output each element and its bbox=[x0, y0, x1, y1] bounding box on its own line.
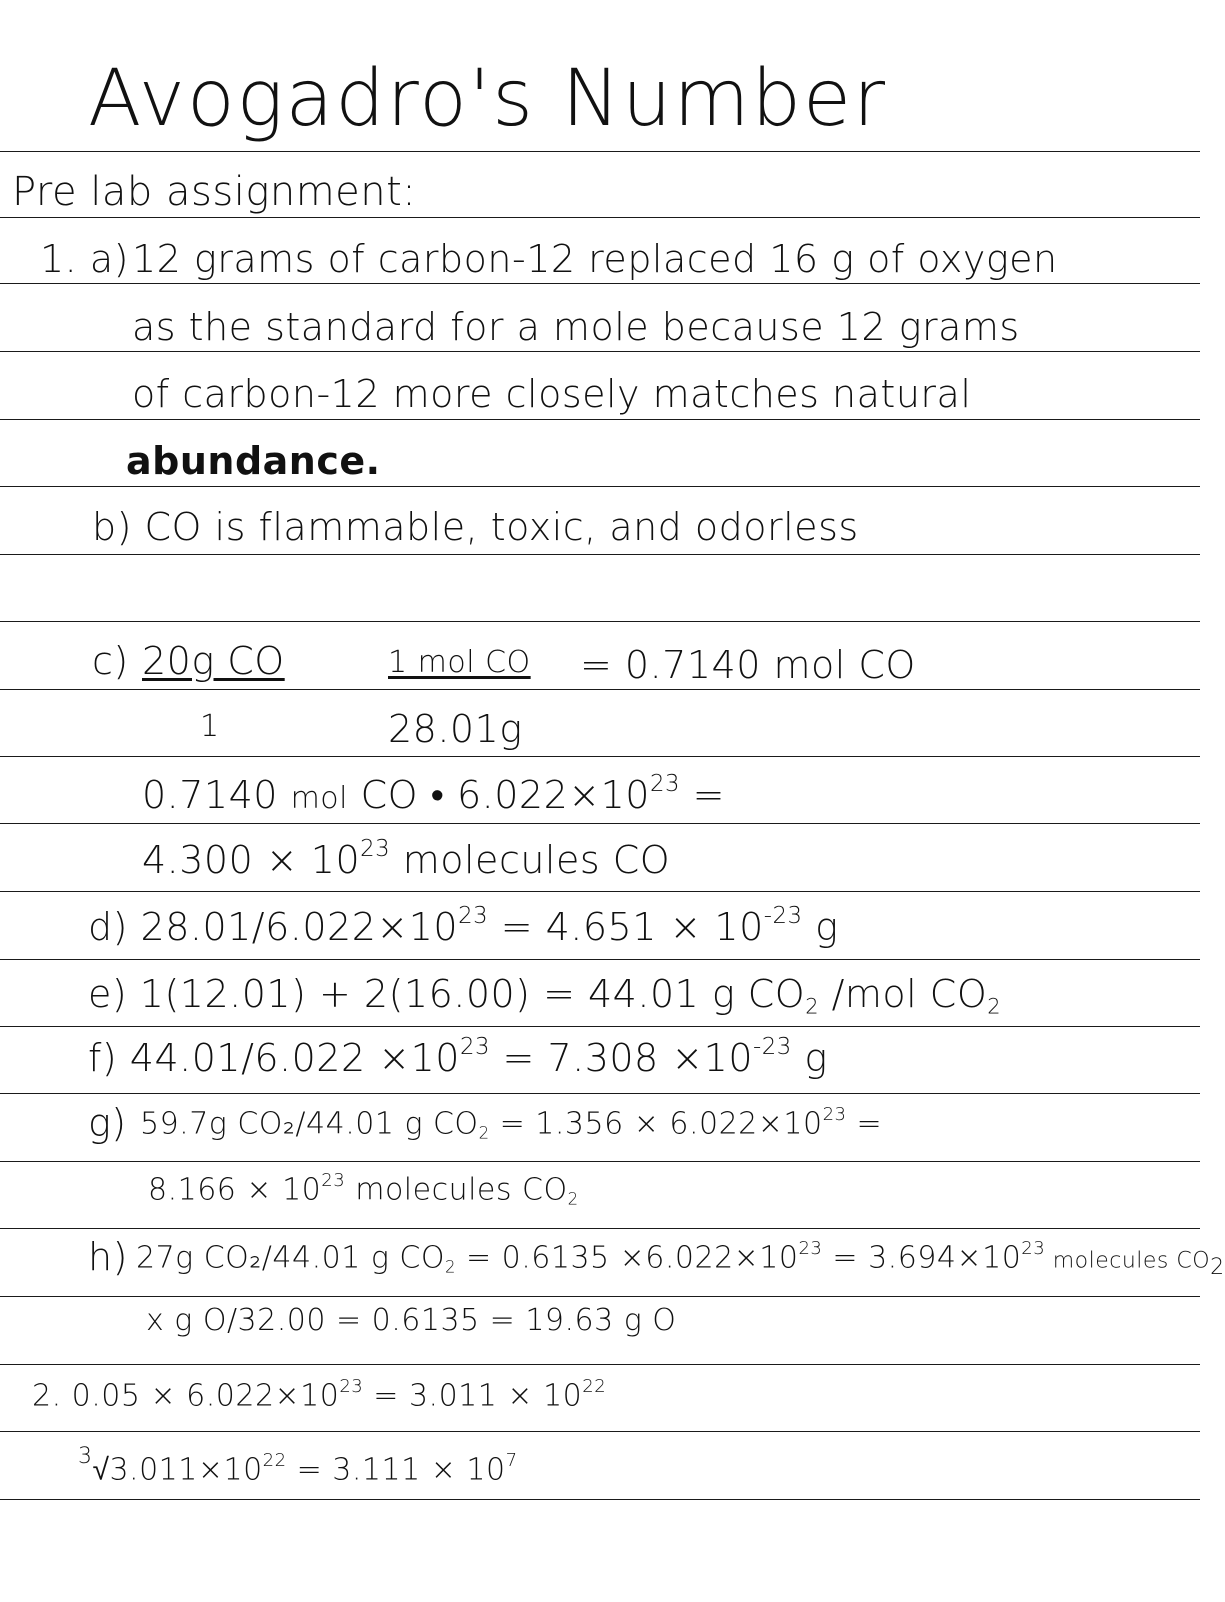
question-1c-label: c) bbox=[92, 639, 129, 683]
ruled-line bbox=[0, 217, 1200, 218]
question-1h-label: h) bbox=[88, 1235, 128, 1279]
answer-2-line-2 bbox=[78, 1446, 518, 1486]
expression: e) 1(12.01) + 2(16.00) = 44.01 g CO bbox=[88, 972, 806, 1016]
subscript: 2 bbox=[444, 1257, 456, 1277]
ruled-line bbox=[0, 419, 1200, 420]
answer-1a-line-3: of carbon-12 more closely matches natural bbox=[132, 372, 972, 416]
ruled-line bbox=[0, 351, 1200, 352]
exponent: 23 bbox=[1021, 1238, 1046, 1259]
ruled-line bbox=[0, 959, 1200, 960]
exponent: 23 bbox=[822, 1104, 847, 1125]
subscript: 2 bbox=[805, 994, 819, 1019]
result: = 3.011 × 10 bbox=[363, 1378, 583, 1414]
root-index: 3 bbox=[78, 1444, 93, 1469]
conversion-numerator: 1 mol CO bbox=[388, 645, 531, 680]
result: = 0.6135 ×6.022×10 bbox=[455, 1240, 799, 1276]
result: = 4.651 × 10 bbox=[488, 905, 764, 950]
page-title: Avogadro's Number bbox=[88, 54, 888, 144]
answer-1h-line-1 bbox=[136, 1240, 1225, 1279]
ruled-line bbox=[0, 1431, 1200, 1432]
ruled-line bbox=[0, 283, 1200, 284]
equals: = bbox=[679, 773, 725, 818]
result: /32.00 = 0.6135 = 19.63 g O bbox=[226, 1303, 677, 1338]
answer-1a-line-4: abundance. bbox=[126, 439, 381, 483]
subscript: 2 bbox=[1210, 1255, 1225, 1281]
ruled-line bbox=[0, 151, 1200, 152]
expression: x g O bbox=[146, 1303, 227, 1338]
exponent: 23 bbox=[458, 903, 489, 929]
answer-1g-line-1 bbox=[140, 1106, 882, 1142]
subscript: 2 bbox=[987, 994, 1002, 1019]
exponent: 23 bbox=[649, 771, 680, 797]
answer-2-line-1 bbox=[32, 1378, 606, 1412]
exponent: 23 bbox=[459, 1034, 490, 1060]
ruled-line bbox=[0, 1026, 1200, 1027]
ruled-line bbox=[0, 689, 1200, 690]
exponent: 23 bbox=[798, 1238, 823, 1259]
result: = 1.356 × 6.022×10 bbox=[489, 1106, 823, 1142]
answer-1b: b) CO is flammable, toxic, and odorless bbox=[92, 505, 859, 549]
exponent: 23 bbox=[321, 1170, 346, 1191]
question-1g-label: g) bbox=[88, 1101, 127, 1145]
exponent: -23 bbox=[753, 1034, 792, 1060]
expression: 27g CO₂/44.01 g CO bbox=[136, 1240, 445, 1276]
ruled-line bbox=[0, 1161, 1200, 1162]
ruled-line bbox=[0, 756, 1200, 757]
ruled-line bbox=[0, 486, 1200, 487]
unit: g bbox=[791, 1036, 828, 1081]
answer-1c-line-4 bbox=[142, 836, 671, 883]
value: 0.7140 bbox=[142, 773, 278, 818]
unit-text: molecules CO bbox=[345, 1172, 568, 1208]
subscript: 2 bbox=[567, 1189, 579, 1209]
conversion-result: = 0.7140 mol CO bbox=[580, 643, 916, 687]
answer-1a-line-2: as the standard for a mole because 12 grams bbox=[132, 305, 1020, 349]
unit-text: /mol CO bbox=[819, 972, 988, 1016]
expression: √3.011×10 bbox=[92, 1452, 263, 1488]
answer-1h-line-2 bbox=[146, 1303, 677, 1338]
ruled-line bbox=[0, 1499, 1200, 1500]
expression: CO • 6.022×10 bbox=[360, 773, 650, 818]
answer-1d bbox=[88, 903, 839, 950]
expression: 8.166 × 10 bbox=[148, 1172, 322, 1208]
result: = 3.111 × 10 bbox=[286, 1452, 506, 1488]
exponent: 22 bbox=[582, 1376, 607, 1397]
ruled-line bbox=[0, 1296, 1200, 1297]
ruled-line bbox=[0, 621, 1200, 622]
ruled-line bbox=[0, 891, 1200, 892]
question-1a-label: 1. a) bbox=[40, 237, 129, 281]
section-heading: Pre lab assignment: bbox=[12, 169, 417, 215]
exponent: 7 bbox=[505, 1450, 518, 1471]
exponent: -23 bbox=[763, 903, 803, 929]
exponent: 22 bbox=[262, 1450, 287, 1471]
answer-1f bbox=[88, 1034, 828, 1081]
ruled-line bbox=[0, 1228, 1200, 1229]
ruled-line bbox=[0, 1364, 1200, 1365]
unit-text: molecules CO bbox=[1045, 1248, 1211, 1274]
exponent: 23 bbox=[360, 836, 391, 862]
ruled-line bbox=[0, 1093, 1200, 1094]
subscript: 2 bbox=[478, 1123, 490, 1143]
conversion-denominator: 28.01g bbox=[388, 707, 523, 751]
unit: g bbox=[802, 905, 839, 950]
expression: d) 28.01/6.022×10 bbox=[88, 905, 459, 950]
unit-text: molecules CO bbox=[390, 838, 671, 883]
answer-1g-line-2 bbox=[148, 1172, 579, 1208]
answer-1c-line-3 bbox=[142, 771, 725, 818]
unit: mol bbox=[290, 781, 348, 817]
result-2: = 3.694×10 bbox=[822, 1240, 1022, 1276]
fraction-numerator: 20g CO bbox=[142, 639, 285, 683]
expression: 4.300 × 10 bbox=[142, 838, 361, 883]
exponent: 23 bbox=[339, 1376, 364, 1397]
fraction-denominator: 1 bbox=[200, 709, 220, 744]
ruled-line bbox=[0, 823, 1200, 824]
answer-1e bbox=[88, 972, 1002, 1019]
expression: 59.7g CO₂/44.01 g CO bbox=[140, 1106, 479, 1142]
equals: = bbox=[846, 1106, 883, 1142]
result: = 7.308 ×10 bbox=[489, 1036, 754, 1081]
expression: f) 44.01/6.022 ×10 bbox=[88, 1036, 460, 1081]
ruled-line bbox=[0, 554, 1200, 555]
answer-1a-line-1: 12 grams of carbon-12 replaced 16 g of oxygen bbox=[132, 237, 1058, 281]
expression: 2. 0.05 × 6.022×10 bbox=[32, 1378, 340, 1414]
